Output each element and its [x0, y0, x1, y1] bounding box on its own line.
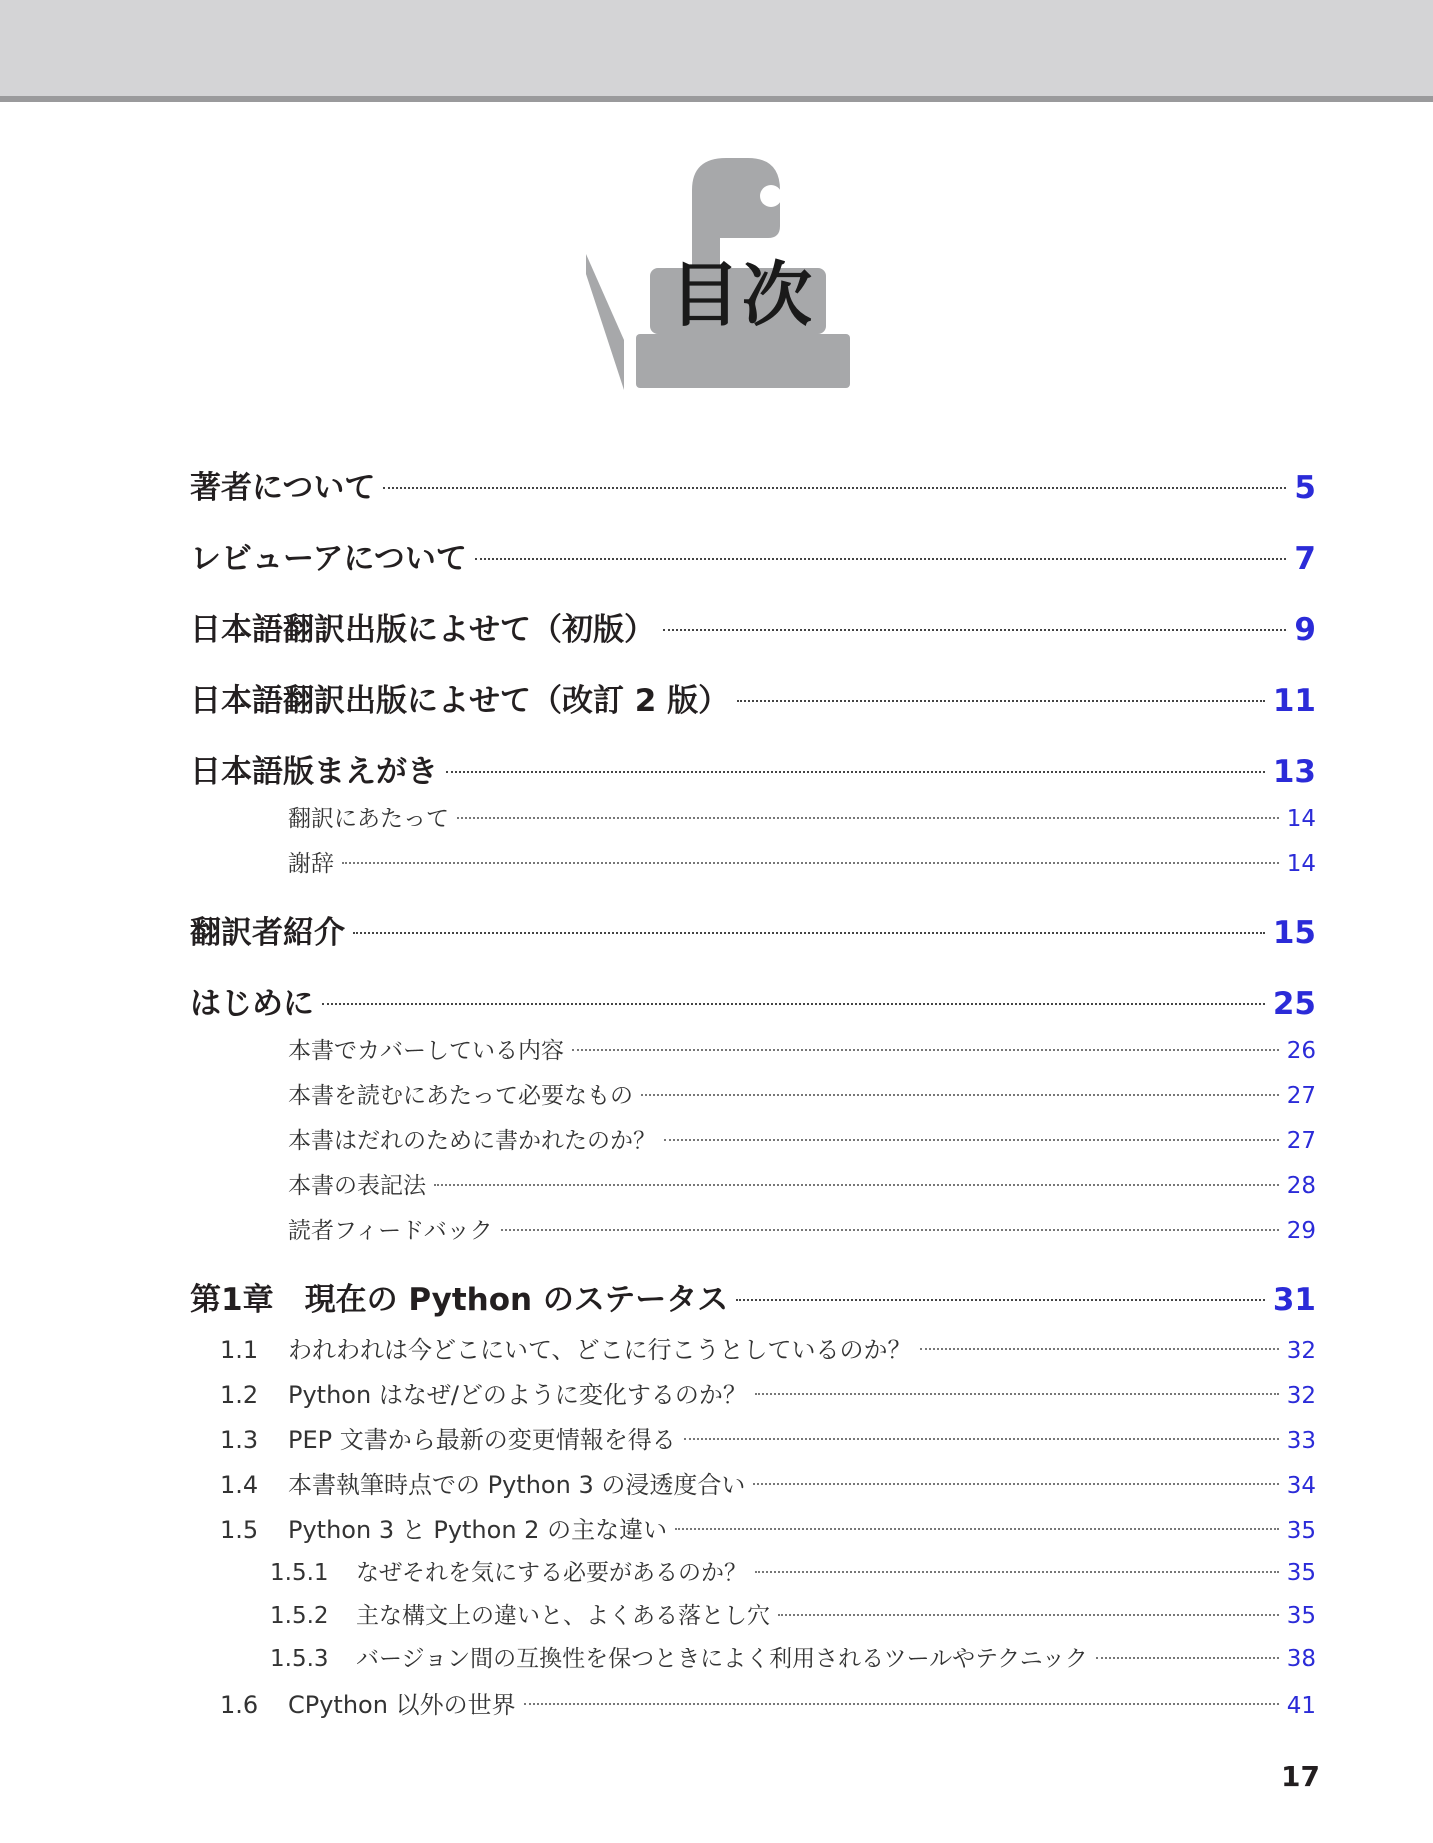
toc-entry-label: 本書執筆時点での Python 3 の浸透度合い	[288, 1471, 746, 1499]
dot-leader	[572, 1049, 1279, 1051]
dot-leader	[475, 558, 1287, 560]
toc-section-number: 1.6	[220, 1691, 259, 1719]
toc-entry-page[interactable]: 14	[1286, 806, 1316, 832]
toc-section-number: 1.5	[220, 1516, 259, 1544]
toc-subsection[interactable]	[270, 1554, 1316, 1584]
dot-leader	[322, 1003, 1265, 1005]
dot-leader	[920, 1348, 1279, 1350]
toc-section-number: 1.2	[220, 1381, 259, 1409]
dot-leader	[434, 1184, 1279, 1186]
dot-leader	[342, 862, 1279, 864]
toc-entry-label: 著者について	[190, 470, 376, 506]
toc-subsection[interactable]	[270, 1640, 1316, 1670]
toc-subentry[interactable]	[288, 1167, 1316, 1197]
dot-leader	[778, 1614, 1279, 1616]
toc-section[interactable]	[220, 1685, 1316, 1717]
dot-leader	[524, 1703, 1279, 1705]
toc-section[interactable]	[220, 1330, 1316, 1362]
toc-entry-label: われわれは今どこにいて、どこに行こうとしているのか？	[288, 1336, 912, 1364]
toc-entry-label: Python はなぜ/どのように変化するのか？	[288, 1381, 747, 1409]
toc-entry-page[interactable]: 41	[1286, 1693, 1316, 1719]
toc-entry[interactable]	[190, 978, 1316, 1022]
dot-leader	[753, 1483, 1278, 1485]
toc-entry[interactable]	[190, 533, 1316, 577]
toc-entry-page[interactable]: 5	[1294, 470, 1316, 506]
dot-leader	[1096, 1657, 1279, 1659]
toc-subsection[interactable]	[270, 1597, 1316, 1627]
dot-leader	[684, 1438, 1279, 1440]
toc-subentry[interactable]	[288, 800, 1316, 830]
toc-entry-label: レビューアについて	[190, 541, 467, 577]
toc-entry-page[interactable]: 32	[1286, 1383, 1316, 1409]
toc-chapter[interactable]	[190, 1274, 1316, 1318]
toc-entry-label: はじめに	[190, 986, 314, 1022]
toc-entry-label: 本書はだれのために書かれたのか？	[288, 1128, 656, 1154]
dot-leader	[457, 817, 1279, 819]
dot-leader	[383, 487, 1286, 489]
toc-entry-page[interactable]: 33	[1286, 1428, 1316, 1454]
toc-section-number: 1.5.1	[270, 1560, 329, 1586]
toc-entry-label: 第1章 現在の Python のステータス	[190, 1282, 729, 1318]
toc-section-number: 1.4	[220, 1471, 259, 1499]
toc-subentry[interactable]	[288, 1032, 1316, 1062]
toc-entry-label: バージョン間の互換性を保つときによく利用されるツールやテクニック	[356, 1646, 1088, 1672]
toc-entry-label: 読者フィードバック	[288, 1218, 493, 1244]
toc-entry-page[interactable]: 35	[1286, 1518, 1316, 1544]
toc-entry-label: 本書の表記法	[288, 1173, 426, 1199]
toc-entry[interactable]	[190, 675, 1316, 719]
dot-leader	[755, 1571, 1279, 1573]
toc-entry[interactable]	[190, 462, 1316, 506]
toc-entry-label: Python 3 と Python 2 の主な違い	[288, 1516, 668, 1544]
toc-entry-label: 主な構文上の違いと、よくある落とし穴	[356, 1603, 770, 1629]
toc-entry-label: なぜそれを気にする必要があるのか？	[356, 1560, 747, 1586]
dot-leader	[641, 1094, 1279, 1096]
dot-leader	[501, 1229, 1279, 1231]
toc-entry-label: CPython 以外の世界	[288, 1691, 516, 1719]
toc-entry-page[interactable]: 15	[1272, 915, 1316, 951]
dot-leader	[664, 1139, 1279, 1141]
toc-section-number: 1.1	[220, 1336, 259, 1364]
toc-section-number: 1.5.3	[270, 1646, 329, 1672]
dot-leader	[755, 1393, 1279, 1395]
toc-entry-page[interactable]: 11	[1272, 683, 1316, 719]
toc-entry-label: 本書を読むにあたって必要なもの	[288, 1083, 633, 1109]
toc-section[interactable]	[220, 1465, 1316, 1497]
toc-entry[interactable]	[190, 907, 1316, 951]
dot-leader	[736, 1299, 1265, 1301]
toc-entry-page[interactable]: 35	[1286, 1560, 1316, 1586]
toc-section[interactable]	[220, 1510, 1316, 1542]
dot-leader	[353, 932, 1265, 934]
toc-entry-label: 日本語版まえがき	[190, 754, 438, 790]
toc-section-number: 1.5.2	[270, 1603, 329, 1629]
toc-entry-page[interactable]: 9	[1294, 612, 1316, 648]
toc-subentry[interactable]	[288, 1122, 1316, 1152]
toc-entry-label: 翻訳にあたって	[288, 806, 449, 832]
toc-subentry[interactable]	[288, 1212, 1316, 1242]
toc-entry-label: 日本語翻訳出版によせて（改訂 2 版）	[190, 683, 730, 719]
page-number: 17	[1281, 1760, 1320, 1793]
toc-entry[interactable]	[190, 604, 1316, 648]
dot-leader	[675, 1528, 1279, 1530]
toc-section[interactable]	[220, 1420, 1316, 1452]
toc-entry-label: 本書でカバーしている内容	[288, 1038, 564, 1064]
toc-section-number: 1.3	[220, 1426, 259, 1454]
toc-entry-page[interactable]: 32	[1286, 1338, 1316, 1364]
page-title: 目次	[670, 254, 814, 336]
toc-entry-page[interactable]: 26	[1286, 1038, 1316, 1064]
toc-entry-label: 日本語翻訳出版によせて（初版）	[190, 612, 655, 648]
dot-leader	[663, 629, 1286, 631]
toc-entry-page[interactable]: 27	[1286, 1128, 1316, 1154]
toc-entry-label: 謝辞	[288, 851, 334, 877]
toc-entry-page[interactable]: 13	[1272, 754, 1316, 790]
toc-entry-page[interactable]: 7	[1294, 541, 1316, 577]
toc-entry-page[interactable]: 25	[1272, 986, 1316, 1022]
toc-entry-page[interactable]: 29	[1286, 1218, 1316, 1244]
toc-entry-page[interactable]: 28	[1286, 1173, 1316, 1199]
toc-entry-page[interactable]: 34	[1286, 1473, 1316, 1499]
dot-leader	[446, 771, 1265, 773]
toc-subentry[interactable]	[288, 845, 1316, 875]
toc-entry-page[interactable]: 35	[1286, 1603, 1316, 1629]
toc-subentry[interactable]	[288, 1077, 1316, 1107]
toc-entry[interactable]	[190, 746, 1316, 790]
toc-entry-page[interactable]: 27	[1286, 1083, 1316, 1109]
toc-entry-page[interactable]: 14	[1286, 851, 1316, 877]
toc-section[interactable]	[220, 1375, 1316, 1407]
toc-entry-page[interactable]: 38	[1286, 1646, 1316, 1672]
dot-leader	[737, 700, 1265, 702]
toc-entry-label: PEP 文書から最新の変更情報を得る	[288, 1426, 676, 1454]
toc-entry-page[interactable]: 31	[1272, 1282, 1316, 1318]
toc-entry-label: 翻訳者紹介	[190, 915, 345, 951]
